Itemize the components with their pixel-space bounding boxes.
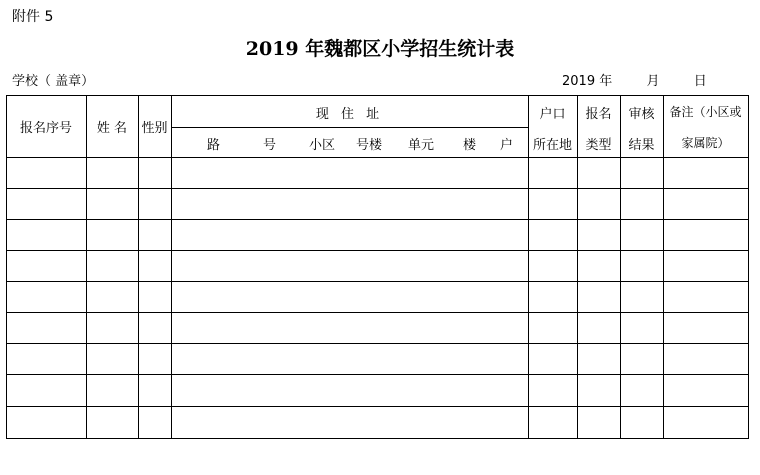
date-day: 日 <box>693 74 707 89</box>
page-title: 2019 年魏都区小学招生统计表 <box>245 38 515 60</box>
header-address-floor: 楼 <box>463 138 477 153</box>
header-review-line2: 结果 <box>628 138 655 153</box>
header-gender: 性别 <box>141 121 168 136</box>
header-address: 现 住 址 <box>315 107 384 122</box>
header-type-line1: 报名 <box>585 107 612 122</box>
header-address-unit: 单元 <box>408 138 435 153</box>
header-hukou-line2: 所在地 <box>532 138 572 153</box>
header-address-household: 户 <box>500 138 514 153</box>
date-year: 2019 年 <box>562 74 613 89</box>
header-type-line2: 类型 <box>585 138 612 153</box>
header-address-building: 号楼 <box>356 138 383 153</box>
header-address-road: 路 <box>207 138 221 153</box>
header-address-community: 小区 <box>309 138 336 153</box>
date-month: 月 <box>646 74 660 89</box>
header-address-number: 号 <box>263 138 277 153</box>
school-seal-label: 学校（ 盖章） <box>12 74 95 89</box>
header-name: 姓 名 <box>96 121 128 136</box>
header-seq: 报名序号 <box>19 121 72 136</box>
header-note-line2: 家属院） <box>681 136 730 150</box>
header-note-line1: 备注（小区或 <box>669 105 742 119</box>
header-review-line1: 审核 <box>628 107 655 122</box>
header-hukou-line1: 户口 <box>539 107 566 122</box>
attachment-label: 附件 5 <box>12 9 54 25</box>
